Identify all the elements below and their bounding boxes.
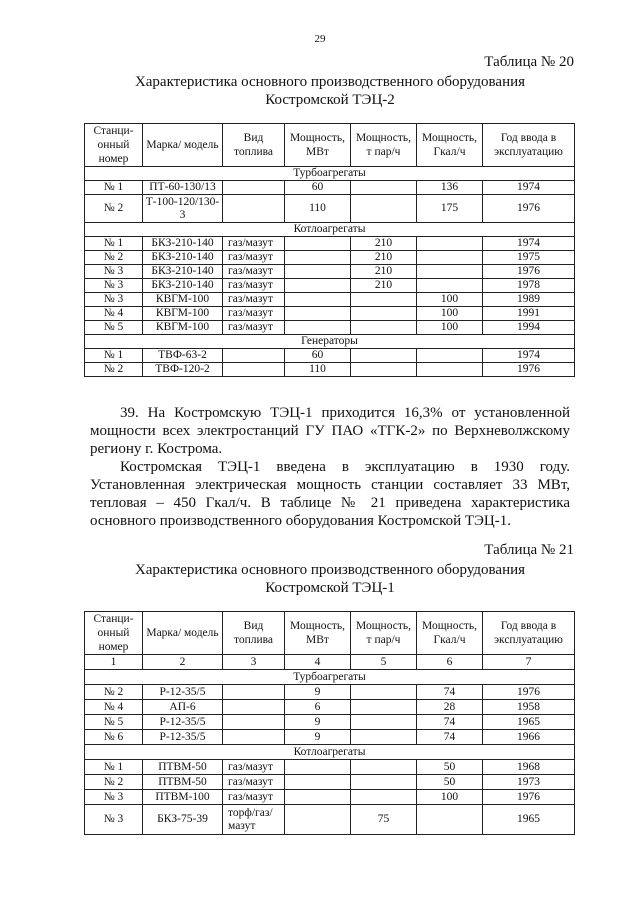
table-cell	[417, 265, 483, 279]
table-cell: 1976	[483, 685, 575, 700]
table-cell	[285, 321, 351, 335]
table-cell	[285, 237, 351, 251]
table-row	[85, 293, 575, 307]
table-cell: ПТВМ-50	[143, 775, 223, 790]
table-row	[85, 715, 575, 730]
column-header: Мощность, Гкал/ч	[417, 612, 483, 655]
column-number: 5	[351, 655, 417, 670]
table-cell: ТВФ-120-2	[143, 363, 223, 377]
table-cell: 6	[285, 700, 351, 715]
table-cell: 60	[285, 181, 351, 195]
table-cell	[351, 760, 417, 775]
table-cell: 9	[285, 730, 351, 745]
paragraph-tec1: Костромская ТЭЦ-1 введена в эксплуатацию в 1930 году. Установленная электрическая мощность станции составляет 33 МВт, тепловая – 450 Гкал/ч. В таблице № 21 приведена характеристика основного производственного оборудования Костромской ТЭЦ-1.	[90, 459, 570, 529]
table-cell: 100	[417, 307, 483, 321]
table-cell: 100	[417, 790, 483, 805]
header-row	[85, 612, 575, 655]
table-cell: БКЗ-210-140	[143, 279, 223, 293]
table-cell	[285, 805, 351, 835]
table-row	[85, 363, 575, 377]
table-cell: № 2	[85, 195, 143, 223]
table-cell: 210	[351, 279, 417, 293]
table-cell: 1974	[483, 349, 575, 363]
table-cell: 100	[417, 321, 483, 335]
table-cell	[417, 251, 483, 265]
text-block	[90, 404, 570, 530]
paragraph-39: 39. На Костромскую ТЭЦ-1 приходится 16,3% от установленной мощности всех электростанций ГУ ПАО «ТГК-2» по Верхневолжскому региону г. Кострома.	[90, 405, 570, 457]
table-cell	[285, 307, 351, 321]
table-cell: 210	[351, 251, 417, 265]
table-cell: № 3	[85, 279, 143, 293]
table-cell	[223, 363, 285, 377]
table-cell: КВГМ-100	[143, 307, 223, 321]
table-cell: Р-12-35/5	[143, 715, 223, 730]
table-cell: № 4	[85, 700, 143, 715]
table-row	[85, 760, 575, 775]
table-cell	[285, 293, 351, 307]
table-cell: газ/мазут	[223, 265, 285, 279]
column-number: 2	[143, 655, 223, 670]
table-cell: КВГМ-100	[143, 293, 223, 307]
table-20-title-line1: Характеристика основного производственного оборудования	[134, 74, 526, 90]
table-cell: ПТВМ-100	[143, 790, 223, 805]
table-cell: 74	[417, 685, 483, 700]
section-title: Котлоагрегаты	[85, 745, 575, 760]
table-row	[85, 279, 575, 293]
table-cell: газ/мазут	[223, 237, 285, 251]
section-row	[85, 167, 575, 181]
table-cell: 1976	[483, 265, 575, 279]
table-cell: № 1	[85, 349, 143, 363]
table-cell	[285, 760, 351, 775]
page-number: 29	[314, 33, 326, 45]
column-header: Станци-онный номер	[85, 124, 143, 167]
table-row	[85, 805, 575, 835]
table-cell: БКЗ-210-140	[143, 265, 223, 279]
table-row	[85, 790, 575, 805]
section-row	[85, 335, 575, 349]
table-cell	[351, 181, 417, 195]
table-cell	[351, 363, 417, 377]
section-title: Турбоагрегаты	[85, 167, 575, 181]
table-cell: № 3	[85, 265, 143, 279]
table-cell: КВГМ-100	[143, 321, 223, 335]
table-cell: № 2	[85, 685, 143, 700]
column-header: Марка/ модель	[143, 612, 223, 655]
column-header: Мощность, Гкал/ч	[417, 124, 483, 167]
table-cell: № 5	[85, 321, 143, 335]
table-cell: 1958	[483, 700, 575, 715]
table-cell	[351, 715, 417, 730]
table-cell: 110	[285, 195, 351, 223]
table-cell: 1966	[483, 730, 575, 745]
column-header: Мощность, МВт	[285, 124, 351, 167]
table-cell: торф/газ/ мазут	[223, 805, 285, 835]
table-cell	[351, 730, 417, 745]
section-row	[85, 223, 575, 237]
table-20-title	[60, 73, 600, 109]
table-cell: № 2	[85, 251, 143, 265]
table-cell: газ/мазут	[223, 279, 285, 293]
section-title: Турбоагрегаты	[85, 670, 575, 685]
table-21	[84, 611, 575, 835]
table-row	[85, 265, 575, 279]
table-cell: 1976	[483, 195, 575, 223]
table-cell: газ/мазут	[223, 307, 285, 321]
table-cell	[223, 715, 285, 730]
table-cell: № 3	[85, 805, 143, 835]
table-cell: № 3	[85, 790, 143, 805]
table-cell: ПТ-60-130/13	[143, 181, 223, 195]
table-cell: 136	[417, 181, 483, 195]
table-cell: Р-12-35/5	[143, 730, 223, 745]
table-cell: № 4	[85, 307, 143, 321]
table-cell: 1965	[483, 715, 575, 730]
table-cell: № 6	[85, 730, 143, 745]
table-row	[85, 195, 575, 223]
column-header: Вид топлива	[223, 124, 285, 167]
header-row	[85, 124, 575, 167]
table-cell: 9	[285, 685, 351, 700]
table-cell	[223, 349, 285, 363]
column-number: 7	[483, 655, 575, 670]
table-cell	[285, 279, 351, 293]
table-cell	[351, 775, 417, 790]
table-cell: 210	[351, 265, 417, 279]
table-row	[85, 700, 575, 715]
table-cell: 1994	[483, 321, 575, 335]
column-header: Год ввода в эксплуатацию	[483, 612, 575, 655]
table-cell: 175	[417, 195, 483, 223]
table-cell: 74	[417, 715, 483, 730]
column-number: 3	[223, 655, 285, 670]
column-header: Год ввода в эксплуатацию	[483, 124, 575, 167]
table-cell: 1975	[483, 251, 575, 265]
table-row	[85, 730, 575, 745]
table-20-label: Таблица № 20	[484, 54, 574, 70]
table-cell: 210	[351, 237, 417, 251]
table-cell	[417, 237, 483, 251]
table-cell	[285, 790, 351, 805]
table-cell	[351, 700, 417, 715]
table-cell	[285, 251, 351, 265]
column-number: 6	[417, 655, 483, 670]
section-title: Генераторы	[85, 335, 575, 349]
table-cell	[223, 181, 285, 195]
table-cell	[417, 349, 483, 363]
table-cell: 50	[417, 775, 483, 790]
table-row	[85, 775, 575, 790]
section-title: Котлоагрегаты	[85, 223, 575, 237]
table-cell: 1973	[483, 775, 575, 790]
column-header: Вид топлива	[223, 612, 285, 655]
table-cell	[351, 321, 417, 335]
table-cell	[223, 730, 285, 745]
table-cell	[223, 685, 285, 700]
table-row	[85, 251, 575, 265]
table-cell: № 1	[85, 237, 143, 251]
table-21-label: Таблица № 21	[484, 542, 574, 558]
table-cell: № 5	[85, 715, 143, 730]
table-cell: Т-100-120/130-3	[143, 195, 223, 223]
table-cell: 1991	[483, 307, 575, 321]
table-cell: 1989	[483, 293, 575, 307]
table-cell: газ/мазут	[223, 293, 285, 307]
table-21-title-line1: Характеристика основного производственного оборудования	[134, 562, 526, 578]
table-cell: 1968	[483, 760, 575, 775]
table-row	[85, 181, 575, 195]
table-cell: газ/мазут	[223, 321, 285, 335]
table-cell: 28	[417, 700, 483, 715]
table-cell: 110	[285, 363, 351, 377]
table-cell: № 2	[85, 363, 143, 377]
table-cell	[417, 805, 483, 835]
table-cell: ПТВМ-50	[143, 760, 223, 775]
column-number-row	[85, 655, 575, 670]
table-cell	[223, 195, 285, 223]
column-header: Станци-онный номер	[85, 612, 143, 655]
table-row	[85, 685, 575, 700]
table-cell: 100	[417, 293, 483, 307]
table-21-title	[60, 561, 600, 597]
table-cell: № 2	[85, 775, 143, 790]
table-cell: 50	[417, 760, 483, 775]
table-20-title-line2: Костромской ТЭЦ-2	[265, 92, 395, 108]
table-cell: ТВФ-63-2	[143, 349, 223, 363]
table-cell: 60	[285, 349, 351, 363]
table-cell: 1974	[483, 181, 575, 195]
table-row	[85, 321, 575, 335]
table-cell: 1976	[483, 363, 575, 377]
table-cell: 1974	[483, 237, 575, 251]
table-cell: 9	[285, 715, 351, 730]
table-cell: № 1	[85, 181, 143, 195]
table-cell: БКЗ-210-140	[143, 251, 223, 265]
column-number: 1	[85, 655, 143, 670]
table-cell	[223, 700, 285, 715]
table-cell	[285, 265, 351, 279]
table-row	[85, 307, 575, 321]
table-row	[85, 349, 575, 363]
table-20	[84, 123, 575, 377]
table-cell	[351, 195, 417, 223]
table-cell	[417, 279, 483, 293]
section-row	[85, 670, 575, 685]
table-cell	[351, 790, 417, 805]
table-cell: 1965	[483, 805, 575, 835]
table-cell	[351, 293, 417, 307]
column-header: Мощность, т пар/ч	[351, 612, 417, 655]
table-cell	[351, 349, 417, 363]
table-cell: № 1	[85, 760, 143, 775]
table-cell: газ/мазут	[223, 760, 285, 775]
table-21-title-line2: Костромской ТЭЦ-1	[265, 580, 395, 596]
table-cell: 74	[417, 730, 483, 745]
table-cell: БКЗ-210-140	[143, 237, 223, 251]
table-cell: газ/мазут	[223, 775, 285, 790]
column-header: Мощность, МВт	[285, 612, 351, 655]
table-cell: АП-6	[143, 700, 223, 715]
table-cell	[285, 775, 351, 790]
column-header: Мощность, т пар/ч	[351, 124, 417, 167]
table-cell: 1978	[483, 279, 575, 293]
table-cell	[351, 307, 417, 321]
table-cell	[351, 685, 417, 700]
table-cell: 1976	[483, 790, 575, 805]
column-header: Марка/ модель	[143, 124, 223, 167]
table-cell	[417, 363, 483, 377]
table-cell: газ/мазут	[223, 251, 285, 265]
table-cell: № 3	[85, 293, 143, 307]
table-cell: БКЗ-75-39	[143, 805, 223, 835]
column-number: 4	[285, 655, 351, 670]
table-cell: Р-12-35/5	[143, 685, 223, 700]
table-cell: газ/мазут	[223, 790, 285, 805]
table-cell: 75	[351, 805, 417, 835]
section-row	[85, 745, 575, 760]
table-row	[85, 237, 575, 251]
